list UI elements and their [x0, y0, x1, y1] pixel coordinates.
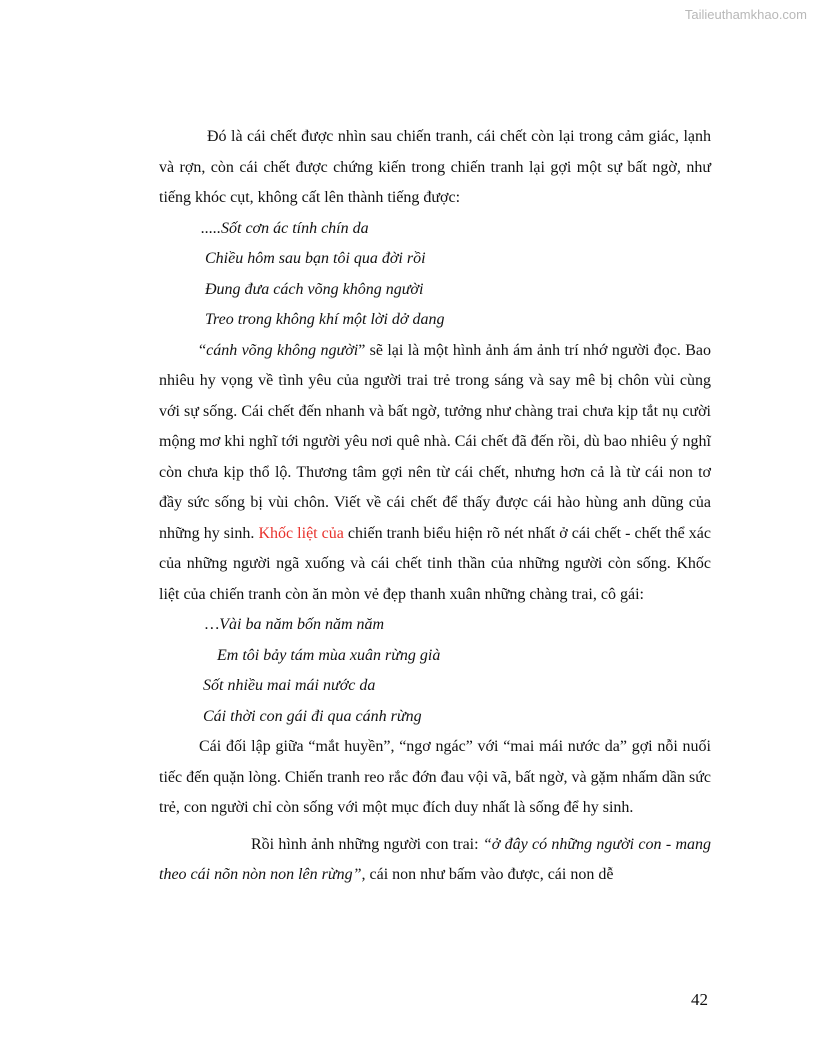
quoted-phrase: cánh võng không người: [206, 341, 359, 359]
paragraph-2-text: sẽ lại là một hình ảnh ám ảnh trí nhớ người đọc. Bao nhiêu hy vọng về tình yêu của người trai trẻ trong sáng và say mê bị chôn vùi cùng với sự sống. Cái chết đến nhanh và bất ngờ, tưởng như chàng trai chưa kịp tắt nụ cười mộng mơ khi nghĩ tới người yêu nơi quê nhà. Cái chết đã đến rồi, dù bao nhiêu ý nghĩ còn chưa kịp thổ lộ. Thương tâm gợi nên từ cái chết, nhưng hơn cả là từ cái non tơ đầy sức sống bị vùi chôn. Viết về cái chết để thấy được cái hào hùng anh dũng của những hy sinh.: [159, 341, 712, 542]
watermark: Tailieuthamkhao.com: [684, 7, 807, 22]
paragraph-4-start: Rồi hình ảnh những người con trai:: [251, 835, 483, 853]
verse-line: Sốt nhiều mai mái nước da: [203, 677, 376, 694]
paragraph-4-end: cái non như bấm vào được, cái non dễ: [365, 866, 614, 883]
page-body: [159, 122, 711, 891]
paragraph-3: Cái đối lập giữa “mắt huyền”, “ngơ ngác” với “mai mái nước da” gợi nỗi nuối tiếc đến quặn lòng. Chiến tranh reo rắc đớn đau vội vã, bất ngờ, và gặm nhấm dần sức trẻ, con người chỉ còn sống với một mục đích duy nhất là sống để hy sinh.: [159, 738, 711, 816]
quoted-verse: “ở đây có những người con - mang theo cái nõn nòn non lên rừng”,: [159, 835, 711, 883]
verse-line: Em tôi bảy tám mùa xuân rừng già: [217, 646, 441, 664]
paragraph-2: “cánh võng không người” sẽ lại là một hình ảnh ám ảnh trí nhớ người đọc. Bao nhiêu hy vọng về tình yêu của người trai trẻ trong sáng và say mê bị chôn vùi cùng với sự sống. Cái chết đến nhanh và bất ngờ, tưởng như chàng trai chưa kịp tắt nụ cười mộng mơ khi nghĩ tới người yêu nơi quê nhà. Cái chết đã đến rồi, dù bao nhiêu ý nghĩ còn chưa kịp thổ lộ. Thương tâm gợi nên từ cái chết, nhưng hơn cả là từ cái non tơ đầy sức sống bị vùi chôn. Viết về cái chết để thấy được cái hào hùng anh dũng của những hy sinh. Khốc liệt của chiến tranh biểu hiện rõ nét nhất ở cái chết - chết thể xác của những người ngã xuống và cái chết tinh thần của những người còn sống. Khốc liệt của chiến tranh còn ăn mòn vẻ đẹp thanh xuân những chàng trai, cô gái:: [159, 341, 712, 603]
verse-line: …Vài ba năm bốn năm năm: [205, 616, 385, 633]
verse-line: Treo trong không khí một lời dở dang: [205, 311, 445, 328]
verse-line: Chiều hôm sau bạn tôi qua đời rồi: [205, 250, 426, 267]
paragraph-4: [159, 830, 711, 891]
highlighted-text: Khốc liệt của: [258, 524, 344, 542]
paragraph-2-continued: chiến tranh biểu hiện rõ nét nhất ở cái chết - chết thể xác của những người ngã xuống và cái chết tinh thần của những người còn sống. Khốc liệt của chiến tranh còn ăn mòn vẻ đẹp thanh xuân những chàng trai, cô gái:: [159, 524, 712, 603]
verse-line: Cái thời con gái đi qua cánh rừng: [203, 707, 422, 725]
paragraph-1: Đó là cái chết được nhìn sau chiến tranh, cái chết còn lại trong cảm giác, lạnh và rợn, còn cái chết được chứng kiến trong chiến tranh lại gợi một sự bất ngờ, như tiếng khóc cụt, không cất lên thành tiếng được:: [159, 128, 711, 206]
verse-line: .....Sốt cơn ác tính chín da: [201, 219, 369, 237]
verse-line: Đung đưa cách võng không người: [205, 280, 424, 298]
page-number: 42: [691, 990, 708, 1009]
